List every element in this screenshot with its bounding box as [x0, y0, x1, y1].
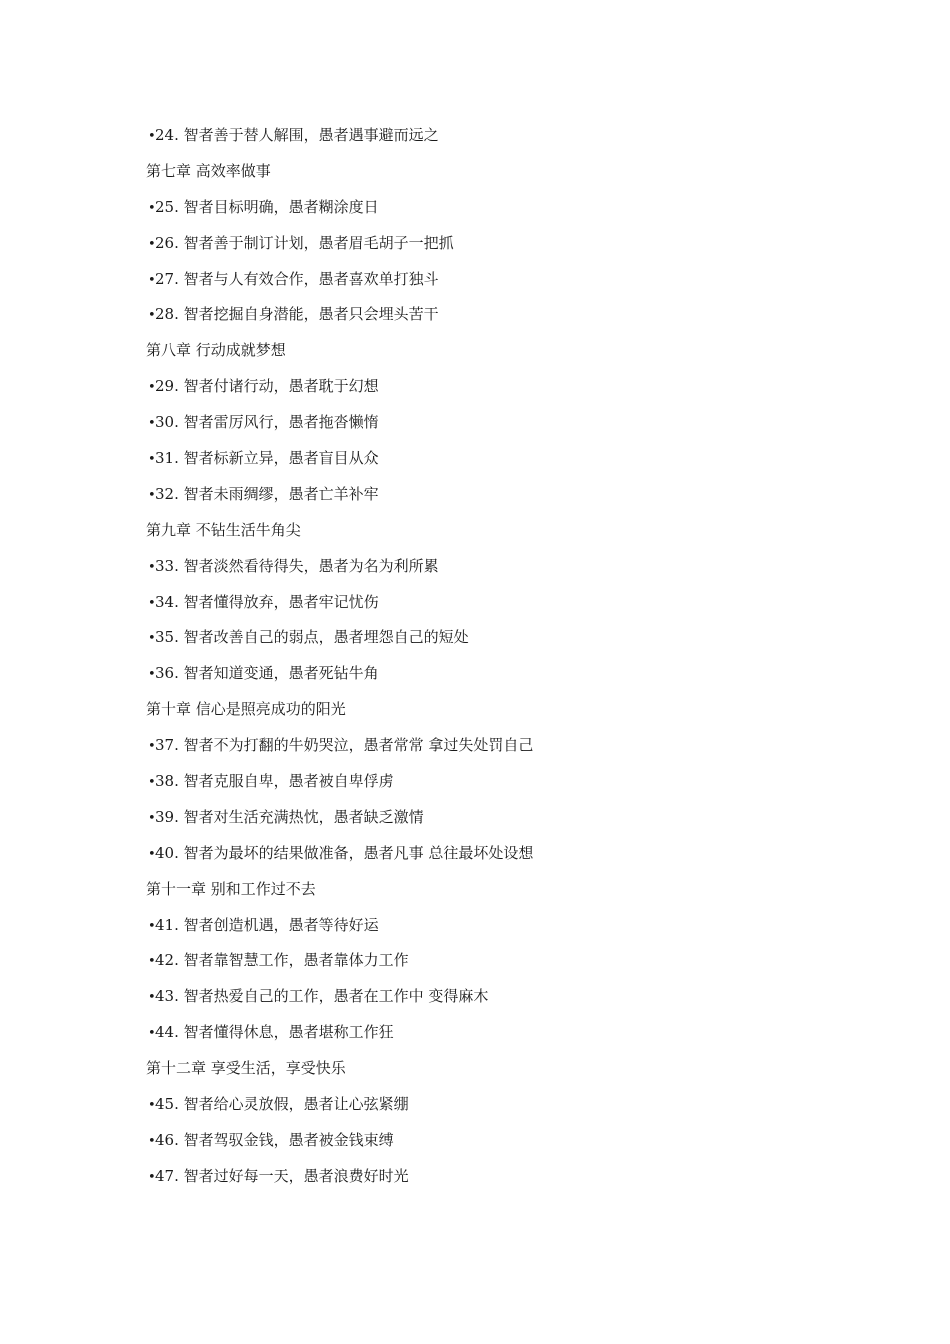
list-item-text: 28. 智者挖掘自身潜能，愚者只会埋头苦干 [155, 305, 439, 324]
list-item-text: 47. 智者过好每一天，愚者浪费好时光 [155, 1166, 409, 1185]
list-item-text: 37. 智者不为打翻的牛奶哭泣，愚者常常 拿过失处罚自己 [155, 736, 534, 755]
list-item [146, 477, 866, 513]
bullet-icon: • [148, 846, 156, 862]
bullet-icon: • [148, 200, 156, 216]
list-item [146, 656, 866, 692]
list-item [146, 585, 866, 621]
list-item-text: 26. 智者善于制订计划，愚者眉毛胡子一把抓 [155, 233, 454, 252]
list-item [146, 1123, 866, 1159]
chapter-heading: 第十一章 别和工作过不去 [146, 879, 316, 898]
list-item-text: 44. 智者懂得休息，愚者堪称工作狂 [155, 1023, 394, 1042]
list-item-text: 43. 智者热爱自己的工作，愚者在工作中 变得麻木 [155, 987, 489, 1006]
list-item [146, 262, 866, 298]
bullet-icon: • [148, 452, 156, 468]
bullet-icon: • [148, 595, 156, 611]
list-item-text: 25. 智者目标明确，愚者糊涂度日 [155, 197, 379, 216]
bullet-icon: • [148, 559, 156, 575]
list-item-text: 36. 智者知道变通，愚者死钻牛角 [155, 664, 379, 683]
list-item [146, 549, 866, 585]
list-item [146, 297, 866, 333]
list-item-text: 46. 智者驾驭金钱，愚者被金钱束缚 [155, 1130, 394, 1149]
list-item [146, 441, 866, 477]
list-item [146, 728, 866, 764]
list-item-text: 34. 智者懂得放弃，愚者牢记忧伤 [155, 592, 379, 611]
bullet-icon: • [148, 129, 156, 144]
bullet-icon: • [148, 1098, 156, 1114]
list-item [146, 800, 866, 836]
chapter-heading: 第九章 不钻生活牛角尖 [146, 520, 301, 539]
list-item [146, 1015, 866, 1051]
list-item [146, 369, 866, 405]
list-item [146, 764, 866, 800]
bullet-icon: • [148, 272, 156, 288]
list-item [146, 405, 866, 441]
document-body [146, 118, 866, 1195]
list-item [146, 620, 866, 656]
bullet-icon: • [148, 1133, 156, 1149]
bullet-icon: • [148, 990, 156, 1006]
list-item-text: 35. 智者改善自己的弱点，愚者埋怨自己的短处 [155, 628, 469, 647]
bullet-icon: • [148, 954, 156, 970]
bullet-icon: • [148, 487, 156, 503]
bullet-icon: • [148, 739, 156, 755]
list-item [146, 226, 866, 262]
chapter-heading: 第十章 信心是照亮成功的阳光 [146, 700, 346, 719]
list-item-text: 41. 智者创造机遇，愚者等待好运 [155, 915, 379, 934]
list-item-text: 30. 智者雷厉风行，愚者拖沓懒惰 [155, 413, 379, 432]
list-item-text: 38. 智者克服自卑，愚者被自卑俘虏 [155, 772, 394, 791]
bullet-icon: • [148, 918, 156, 934]
list-item-text: 29. 智者付诸行动，愚者耽于幻想 [155, 377, 379, 396]
chapter-heading: 第八章 行动成就梦想 [146, 341, 286, 360]
bullet-icon: • [148, 416, 156, 432]
list-item [146, 908, 866, 944]
chapter-heading: 第十二章 享受生活，享受快乐 [146, 1059, 346, 1078]
list-item-text: 27. 智者与人有效合作，愚者喜欢单打独斗 [155, 269, 439, 288]
list-item-text: 32. 智者未雨绸缪，愚者亡羊补牢 [155, 484, 379, 503]
list-item [146, 190, 866, 226]
list-item [146, 1159, 866, 1195]
bullet-icon: • [148, 308, 156, 324]
list-item-text: 24. 智者善于替人解围，愚者遇事避而远之 [155, 126, 439, 144]
list-item-text: 31. 智者标新立异，愚者盲目从众 [155, 449, 379, 468]
list-item-text: 40. 智者为最坏的结果做准备，愚者凡事 总往最坏处设想 [155, 843, 534, 862]
bullet-icon: • [148, 1169, 156, 1185]
list-item [146, 836, 866, 872]
bullet-icon: • [148, 380, 156, 396]
bullet-icon: • [148, 775, 156, 791]
bullet-icon: • [148, 667, 156, 683]
list-item-text: 42. 智者靠智慧工作，愚者靠体力工作 [155, 951, 409, 970]
list-item [146, 979, 866, 1015]
bullet-icon: • [148, 810, 156, 826]
list-item [146, 943, 866, 979]
list-item [146, 118, 866, 154]
bullet-icon: • [148, 631, 156, 647]
bullet-icon: • [148, 236, 156, 252]
list-item-text: 45. 智者给心灵放假，愚者让心弦紧绷 [155, 1095, 409, 1114]
list-item-text: 33. 智者淡然看待得失，愚者为名为利所累 [155, 556, 439, 575]
chapter-heading: 第七章 高效率做事 [146, 161, 271, 180]
bullet-icon: • [148, 1026, 156, 1042]
list-item [146, 1087, 866, 1123]
list-item-text: 39. 智者对生活充满热忱，愚者缺乏激情 [155, 807, 424, 826]
